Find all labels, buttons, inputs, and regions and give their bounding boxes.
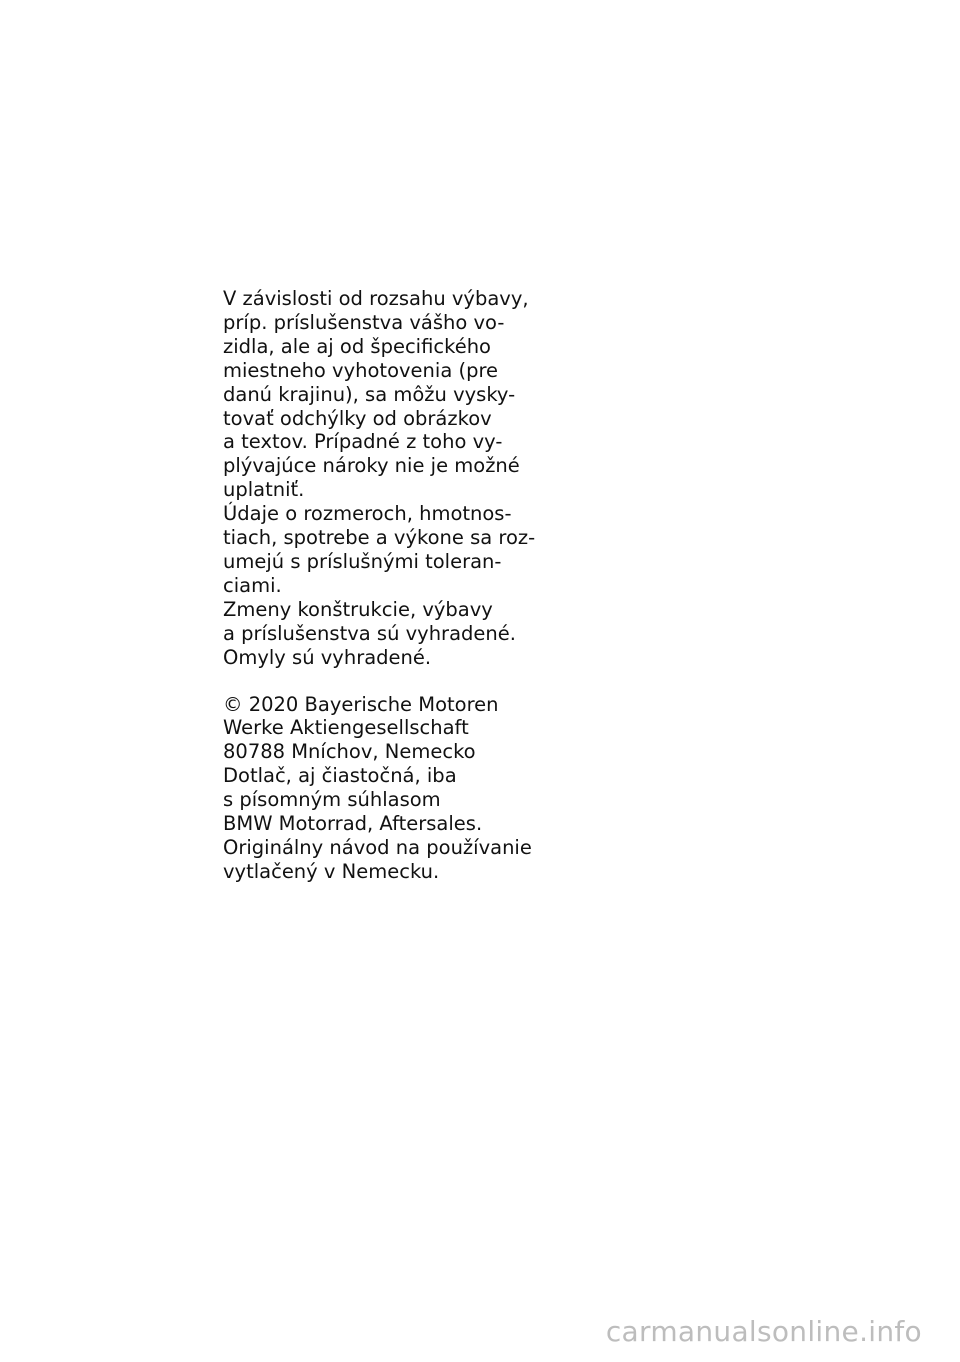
notice-line: príp. príslušenstva vášho vo- <box>223 310 505 334</box>
copyright-paragraph <box>223 692 532 884</box>
copyright-line: Dotlač, aj čiastočná, iba <box>223 764 457 788</box>
copyright-line: BMW Motorrad, Aftersales. <box>223 812 483 836</box>
notice-line: Údaje o rozmeroch, hmotnos- <box>223 502 512 526</box>
copyright-line: Werke Aktiengesellschaft <box>223 716 469 740</box>
notice-line: Zmeny konštrukcie, výbavy <box>223 597 493 621</box>
notice-line: tovať odchýlky od obrázkov <box>223 406 492 430</box>
notice-paragraph <box>223 287 536 670</box>
notice-line: V závislosti od rozsahu výbavy, <box>223 287 529 310</box>
notice-line: a textov. Prípadné z toho vy- <box>223 430 503 454</box>
notice-line: tiach, spotrebe a výkone sa roz- <box>223 526 536 550</box>
notice-line: umejú s príslušnými toleran- <box>223 549 502 573</box>
notice-line: a príslušenstva sú vyhradené. <box>223 621 516 645</box>
notice-line: miestneho vyhotovenia (pre <box>223 358 499 382</box>
copyright-line: 80788 Mníchov, Nemecko <box>223 740 476 764</box>
copyright-line: s písomným súhlasom <box>223 788 441 812</box>
copyright-line: vytlačený v Nemecku. <box>223 859 440 883</box>
notice-line: Omyly sú vyhradené. <box>223 645 432 669</box>
copyright-line: © 2020 Bayerische Motoren <box>223 692 499 716</box>
notice-line: ciami. <box>223 573 282 597</box>
notice-line: danú krajinu), sa môžu vysky- <box>223 382 516 406</box>
copyright-line: Originálny návod na používanie <box>223 835 532 859</box>
paragraph-spacer <box>223 670 513 693</box>
notice-line: zidla, ale aj od špecifického <box>223 334 491 358</box>
legal-text-block <box>223 287 536 884</box>
notice-line: uplatniť. <box>223 478 305 502</box>
watermark-text: carmanualsonline.info <box>605 1315 922 1348</box>
notice-line: plývajúce nároky nie je možné <box>223 454 520 478</box>
